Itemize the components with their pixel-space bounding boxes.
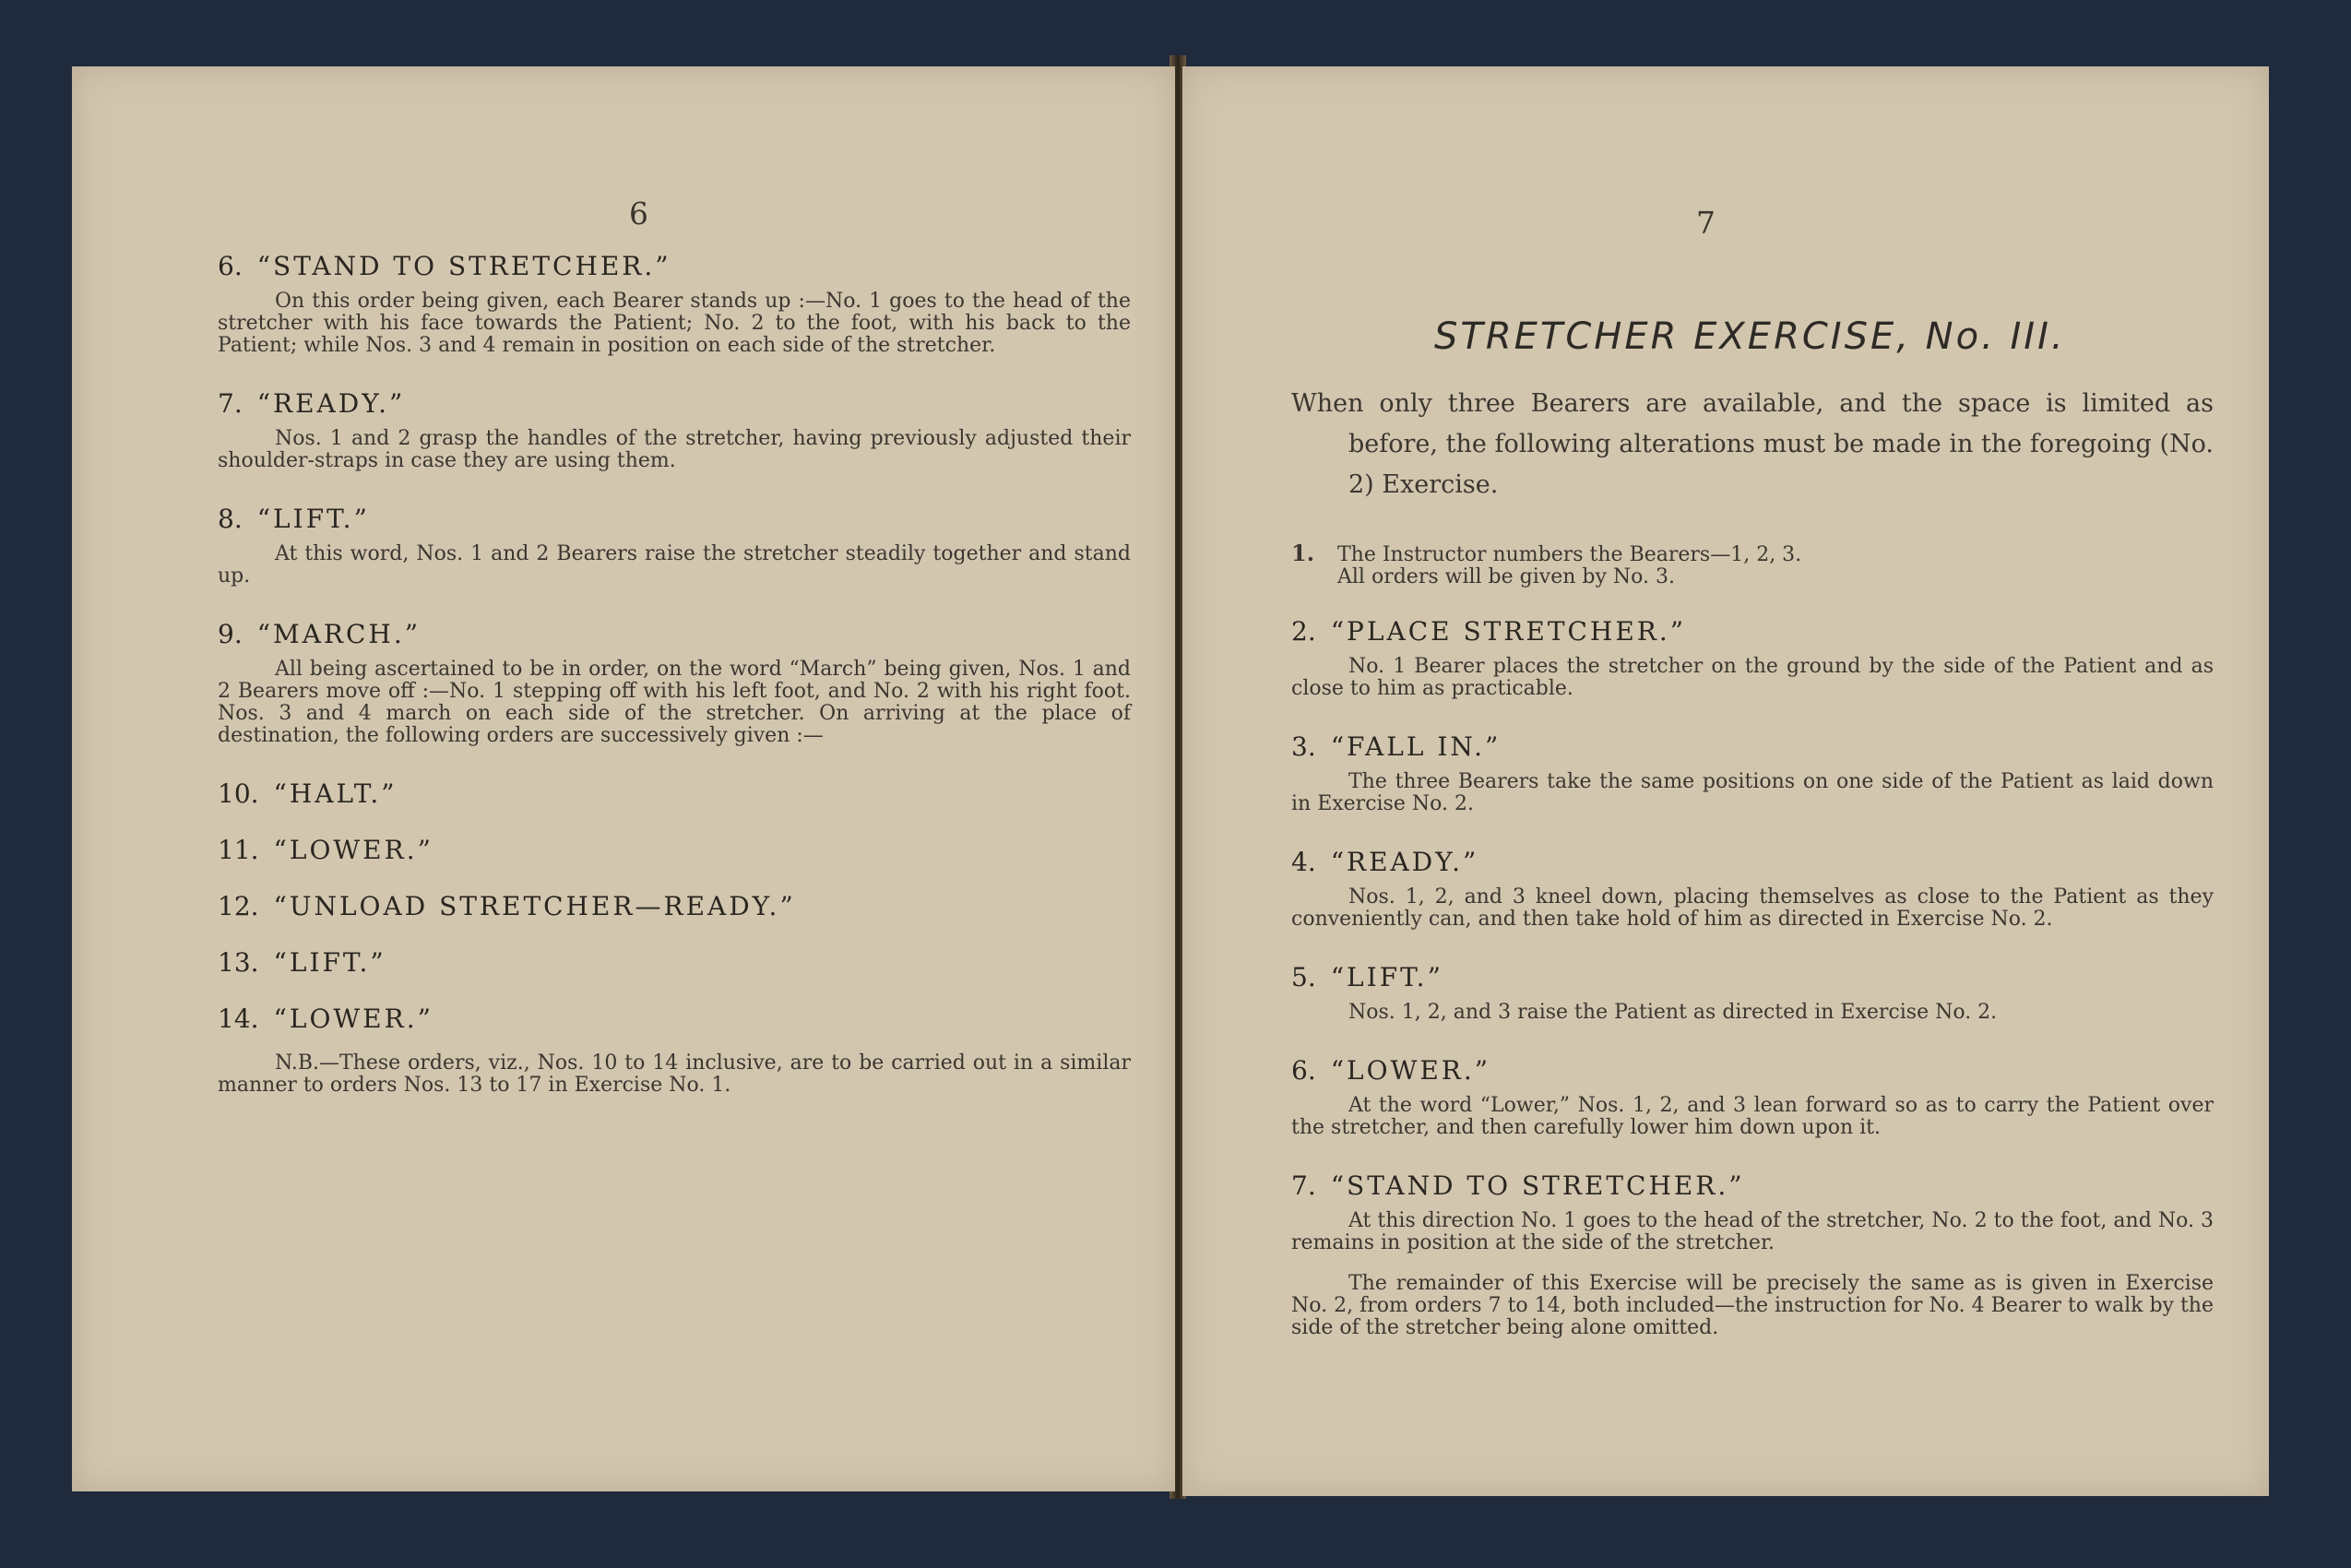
left-page: [72, 66, 1175, 1491]
order-heading: 3. “FALL IN.”: [1291, 731, 1502, 762]
order-heading: 9. “MARCH.”: [218, 619, 422, 649]
order-heading: 2. “PLACE STRETCHER.”: [1291, 616, 1687, 647]
order-11: [218, 835, 1131, 865]
order-12: [218, 891, 1131, 921]
order-3: [1291, 731, 2214, 815]
order-text: At the word “Lower,” Nos. 1, 2, and 3 lean forward so as to carry the Patient over the stretcher, and then carefully lower him down upon it.: [1291, 1094, 2214, 1139]
nb-note: N.B.—These orders, viz., Nos. 10 to 14 inclusive, are to be carried out in a similar manner to orders Nos. 13 to 17 in Exercise No. 1.: [218, 1051, 1131, 1097]
order-text: At this direction No. 1 goes to the head of the stretcher, No. 2 to the foot, and No. 3 remains in position at the side of the stretcher.: [1291, 1209, 2214, 1254]
order-heading: 6. “LOWER.”: [1291, 1055, 1491, 1086]
order-7: [1291, 1170, 2214, 1254]
order-text: Nos. 1, 2, and 3 kneel down, placing themselves as close to the Patient as they conveniently can, and then take hold of him as directed in Exercise No. 2.: [1291, 885, 2214, 931]
order-4: [1291, 847, 2214, 931]
order-text: Nos. 1 and 2 grasp the handles of the stretcher, having previously adjusted their shoulder-straps in case they are using them.: [218, 427, 1131, 472]
order-text: The three Bearers take the same positions on one side of the Patient as laid down in Exercise No. 2.: [1291, 770, 2214, 815]
order-7: [218, 388, 1131, 472]
page-number: 7: [1696, 205, 1716, 241]
order-heading: 14. “LOWER.”: [218, 1004, 433, 1034]
order-heading: 13. “LIFT.”: [218, 947, 386, 978]
order-heading: 7. “STAND TO STRETCHER.”: [1291, 1170, 1745, 1201]
order-heading: 8. “LIFT.”: [218, 504, 370, 534]
page-number: 6: [629, 196, 648, 232]
closing-paragraph: The remainder of this Exercise will be precisely the same as is given in Exercise No. 2, from orders 7 to 14, both included—the instruction for No. 4 Bearer to walk by the side of the stretcher being alone omitted.: [1291, 1272, 2214, 1339]
left-page-body: [218, 251, 1131, 1128]
order-6: [218, 251, 1131, 357]
exercise-title: STRETCHER EXERCISE, No. III.: [1434, 315, 2066, 358]
order-text: At this word, Nos. 1 and 2 Bearers raise the stretcher steadily together and stand up.: [218, 542, 1131, 588]
order-5: [1291, 962, 2214, 1024]
order-heading: 10. “HALT.”: [218, 778, 398, 809]
order-1: 1. The Instructor numbers the Bearers—1, 2, 3. All orders will be given by No. 3.: [1291, 540, 1802, 588]
order-8: [218, 504, 1131, 588]
order-2: [1291, 616, 2214, 700]
order-heading: 7. “READY.”: [218, 388, 406, 419]
order-text: All being ascertained to be in order, on the word “March” being given, Nos. 1 and 2 Bearers move off :—No. 1 stepping off with his left foot, and No. 2 with his right foot. Nos. 3 and 4 march on each side of the stretcher. On arriving at the place of destination, the following orders are successively given :—: [218, 658, 1131, 747]
order-heading: 6. “STAND TO STRETCHER.”: [218, 251, 671, 281]
order-9: [218, 619, 1131, 747]
order-14: [218, 1004, 1131, 1097]
order-text: Nos. 1, 2, and 3 raise the Patient as directed in Exercise No. 2.: [1348, 1001, 1998, 1024]
order-10: [218, 778, 1131, 809]
exercise-intro: When only three Bearers are available, and the space is limited as before, the following alterations must be made in the foregoing (No. 2) Exercise.: [1291, 389, 2214, 499]
order-heading: 5. “LIFT.”: [1291, 962, 1443, 992]
order-heading: 4. “READY.”: [1291, 847, 1479, 877]
order-heading: 11. “LOWER.”: [218, 835, 433, 865]
right-page-body: [1291, 315, 2214, 1371]
right-page: [1182, 66, 2269, 1496]
order-heading: 12. “UNLOAD STRETCHER—READY.”: [218, 891, 796, 921]
order-6: [1291, 1055, 2214, 1139]
order-13: [218, 947, 1131, 978]
order-text: No. 1 Bearer places the stretcher on the ground by the side of the Patient and as close to him as practicable.: [1291, 655, 2214, 700]
order-text: On this order being given, each Bearer stands up :—No. 1 goes to the head of the stretcher with his face towards the Patient; No. 2 to the foot, with his back to the Patient; while Nos. 3 and 4 remain in position on each side of the stretcher.: [218, 290, 1131, 357]
